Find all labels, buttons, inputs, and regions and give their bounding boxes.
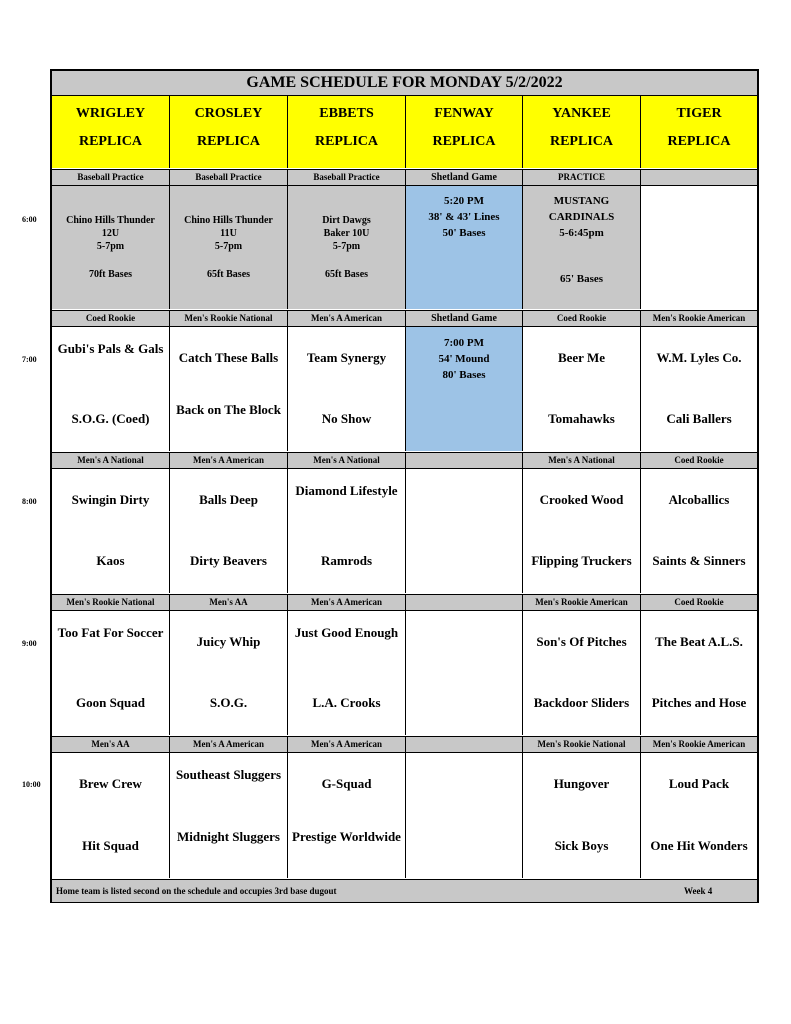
home-team: Back on The Block (176, 402, 281, 417)
field-wrigley: WRIGLEY REPLICA (52, 96, 170, 168)
division-label: Men's Rookie American (523, 594, 641, 611)
division-label: Men's AA (170, 594, 288, 611)
field-yankee: YANKEE REPLICA (523, 96, 641, 168)
home-team: Cali Ballers (666, 411, 732, 426)
field-tiger: TIGER REPLICA (641, 96, 757, 168)
home-team: Hit Squad (82, 838, 139, 853)
home-team: No Show (321, 411, 372, 426)
away-team: Too Fat For Soccer (57, 625, 164, 640)
away-team: Diamond Lifestyle (295, 483, 398, 498)
division-label: Men's A National (52, 452, 170, 469)
home-team: Sick Boys (554, 838, 609, 853)
home-team: One Hit Wonders (650, 838, 748, 853)
away-team: Loud Pack (668, 776, 730, 791)
schedule-sheet (50, 69, 759, 903)
slot-6-label: Baseball Practice (52, 169, 170, 186)
time-7: 7:00 (22, 355, 37, 364)
slot-6-label: Baseball Practice (170, 169, 288, 186)
game-cell (170, 469, 288, 593)
practice-cell: Chino Hills Thunder 11U 5-7pm 65ft Bases (170, 186, 288, 309)
away-team: Hungover (553, 776, 610, 791)
division-label: Men's Rookie American (641, 736, 757, 753)
time-6: 6:00 (22, 215, 37, 224)
empty-cell (406, 611, 523, 735)
practice-cell: MUSTANG CARDINALS 5-6:45pm 65' Bases (523, 186, 641, 309)
game-cell (523, 753, 641, 878)
slot-10 (52, 736, 757, 878)
page-title: GAME SCHEDULE FOR MONDAY 5/2/2022 (52, 71, 757, 96)
home-team: Ramrods (320, 553, 373, 568)
empty-cell (406, 469, 523, 593)
division-label (406, 452, 523, 469)
home-team: Kaos (96, 553, 125, 568)
away-team: Swingin Dirty (71, 492, 150, 507)
time-8: 8:00 (22, 497, 37, 506)
away-team: Juicy Whip (196, 634, 261, 649)
practice-cell: Chino Hills Thunder 12U 5-7pm 70ft Bases (52, 186, 170, 309)
game-cell (641, 611, 757, 735)
time-9: 9:00 (22, 639, 37, 648)
game-cell (52, 327, 170, 451)
home-team: S.O.G. (Coed) (71, 411, 150, 426)
away-team: Team Synergy (306, 350, 387, 365)
division-label (406, 594, 523, 611)
division-label: Men's A National (523, 452, 641, 469)
away-team: Just Good Enough (294, 625, 399, 640)
game-cell (170, 753, 288, 878)
field-ebbets: EBBETS REPLICA (288, 96, 406, 168)
home-team: Tomahawks (548, 411, 615, 426)
home-team: L.A. Crooks (312, 695, 381, 710)
game-cell (288, 753, 406, 878)
division-label: Men's A National (288, 452, 406, 469)
week-label: Week 4 (684, 886, 713, 896)
game-cell (170, 611, 288, 735)
shetland-game-cell: 5:20 PM 38' & 43' Lines 50' Bases (406, 186, 523, 309)
away-team: Beer Me (557, 350, 606, 365)
slot-6-label: PRACTICE (523, 169, 641, 186)
home-team: Midnight Sluggers (177, 829, 280, 844)
game-cell (288, 327, 406, 451)
time-10: 10:00 (22, 780, 41, 789)
game-cell (523, 327, 641, 451)
home-team: Saints & Sinners (652, 553, 746, 568)
slot-7 (52, 310, 757, 451)
division-label: Men's A American (170, 452, 288, 469)
division-label: Men's AA (52, 736, 170, 753)
away-team: Crooked Wood (539, 492, 624, 507)
practice-cell: Dirt Dawgs Baker 10U 5-7pm 65ft Bases (288, 186, 406, 309)
division-label (406, 736, 523, 753)
game-cell (288, 611, 406, 735)
division-label: Men's Rookie American (641, 310, 757, 327)
field-crosley: CROSLEY REPLICA (170, 96, 288, 168)
shetland-game-cell: 7:00 PM 54' Mound 80' Bases (406, 327, 523, 451)
slot-9 (52, 594, 757, 735)
home-team: Goon Squad (75, 695, 145, 710)
away-team: W.M. Lyles Co. (656, 350, 742, 365)
field-fenway: FENWAY REPLICA (406, 96, 523, 168)
home-team: Flipping Truckers (531, 553, 632, 568)
away-team: The Beat A.L.S. (655, 634, 743, 649)
division-label: Men's A American (288, 736, 406, 753)
slot-8 (52, 452, 757, 593)
division-label: Coed Rookie (523, 310, 641, 327)
division-label: Coed Rookie (641, 452, 757, 469)
division-label: Coed Rookie (52, 310, 170, 327)
empty-cell (406, 753, 523, 878)
game-cell (288, 469, 406, 593)
game-cell (523, 469, 641, 593)
division-label: Men's A American (288, 594, 406, 611)
footer (52, 879, 757, 902)
game-cell (170, 327, 288, 451)
away-team: Catch These Balls (178, 350, 279, 365)
division-label: Men's A American (288, 310, 406, 327)
home-team: S.O.G. (209, 695, 248, 710)
game-cell (52, 753, 170, 878)
away-team: Gubi's Pals & Gals (57, 341, 164, 356)
game-cell (641, 327, 757, 451)
away-team: Brew Crew (79, 776, 142, 791)
slot-6-label: Shetland Game (406, 169, 523, 186)
away-team: Alcoballics (668, 492, 730, 507)
home-team: Prestige Worldwide (292, 829, 401, 844)
slot-6-label: Baseball Practice (288, 169, 406, 186)
game-cell (52, 469, 170, 593)
home-team: Backdoor Sliders (533, 695, 630, 710)
away-team: Southeast Sluggers (175, 767, 282, 782)
game-cell (641, 753, 757, 878)
game-cell (52, 611, 170, 735)
division-label: Coed Rookie (641, 594, 757, 611)
away-team: Balls Deep (199, 492, 258, 507)
empty-cell (641, 186, 757, 309)
footer-note: Home team is listed second on the schedule and occupies 3rd base dugout (56, 886, 337, 896)
division-label: Men's Rookie National (170, 310, 288, 327)
field-header-row (52, 96, 757, 168)
slot-6 (52, 169, 757, 309)
home-team: Pitches and Hose (651, 695, 747, 710)
division-label: Men's A American (170, 736, 288, 753)
game-cell (523, 611, 641, 735)
division-label: Men's Rookie National (523, 736, 641, 753)
division-label: Men's Rookie National (52, 594, 170, 611)
slot-6-label (641, 169, 757, 186)
game-cell (641, 469, 757, 593)
home-team: Dirty Beavers (190, 553, 267, 568)
away-team: Son's Of Pitches (536, 634, 627, 649)
away-team: G-Squad (321, 776, 372, 791)
division-label: Shetland Game (406, 310, 523, 327)
